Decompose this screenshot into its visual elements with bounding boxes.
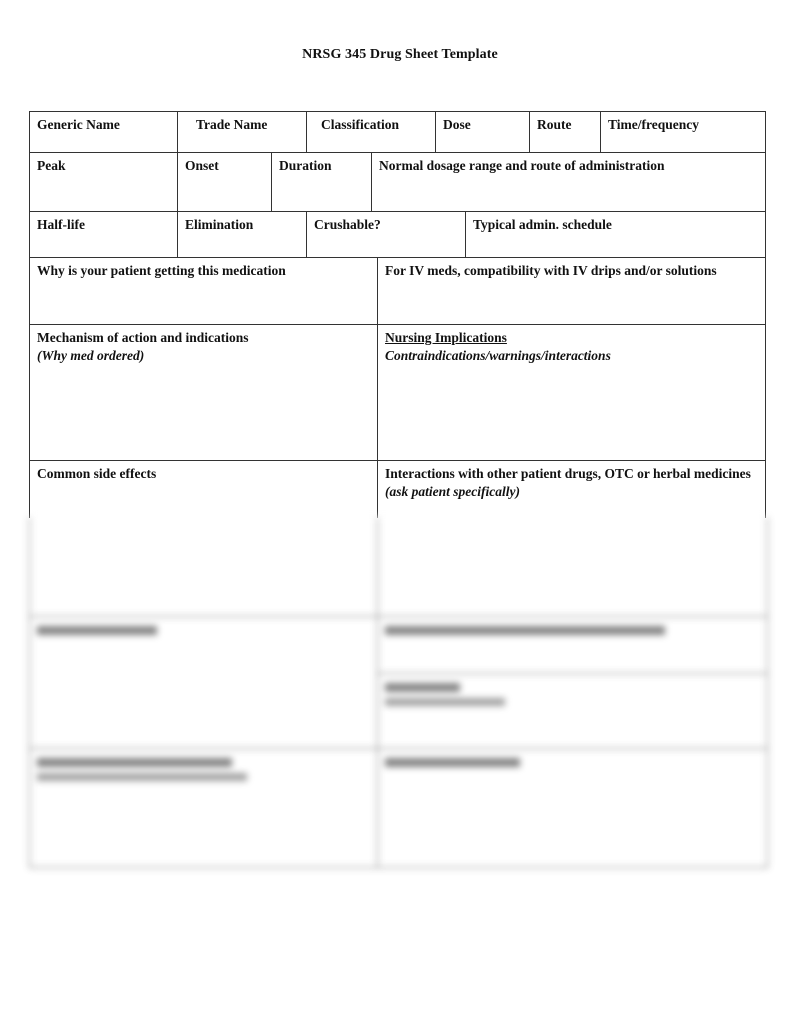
duration-cell: Duration (271, 152, 372, 212)
page-title: NRSG 345 Drug Sheet Template (302, 47, 498, 62)
trade-name-label: Trade Name (196, 117, 268, 132)
elimination-cell: Elimination (177, 211, 307, 258)
blurred-preview-area (0, 517, 800, 897)
interactions-sublabel: (ask patient specifically) (385, 484, 520, 499)
dose-cell: Dose (435, 111, 530, 153)
iv-compatibility-cell: For IV meds, compatibility with IV drips and/or solutions (377, 257, 766, 325)
classification-cell (306, 111, 436, 153)
crushable-cell: Crushable? (306, 211, 466, 258)
why-patient-cell: Why is your patient getting this medication (29, 257, 378, 325)
blurred-cell (377, 616, 768, 674)
interactions-cell (377, 460, 766, 518)
time-frequency-cell: Time/frequency (600, 111, 766, 153)
blurred-cell (377, 748, 768, 868)
side-effects-cell: Common side effects (29, 460, 378, 518)
half-life-cell: Half-life (29, 211, 178, 258)
blurred-cell (377, 673, 768, 749)
route-cell: Route (529, 111, 601, 153)
mechanism-label: Mechanism of action and indications (37, 330, 249, 345)
blurred-cell (29, 748, 378, 868)
dosage-range-cell: Normal dosage range and route of administration (371, 152, 766, 212)
classification-label: Classification (321, 117, 400, 132)
blurred-cell (29, 616, 378, 749)
mechanism-cell (29, 324, 378, 461)
onset-cell: Onset (177, 152, 272, 212)
blurred-cell (377, 517, 768, 617)
peak-cell: Peak (29, 152, 178, 212)
interactions-label: Interactions with other patient drugs, OTC or herbal medicines (385, 466, 751, 481)
blurred-cell (29, 517, 378, 617)
admin-schedule-cell: Typical admin. schedule (465, 211, 766, 258)
trade-name-cell (177, 111, 307, 153)
mechanism-sublabel: (Why med ordered) (37, 348, 145, 363)
nursing-implications-cell (377, 324, 766, 461)
nursing-implications-label: Nursing Implications (385, 330, 507, 345)
nursing-implications-sublabel: Contraindications/warnings/interactions (385, 348, 611, 363)
generic-name-cell: Generic Name (29, 111, 178, 153)
